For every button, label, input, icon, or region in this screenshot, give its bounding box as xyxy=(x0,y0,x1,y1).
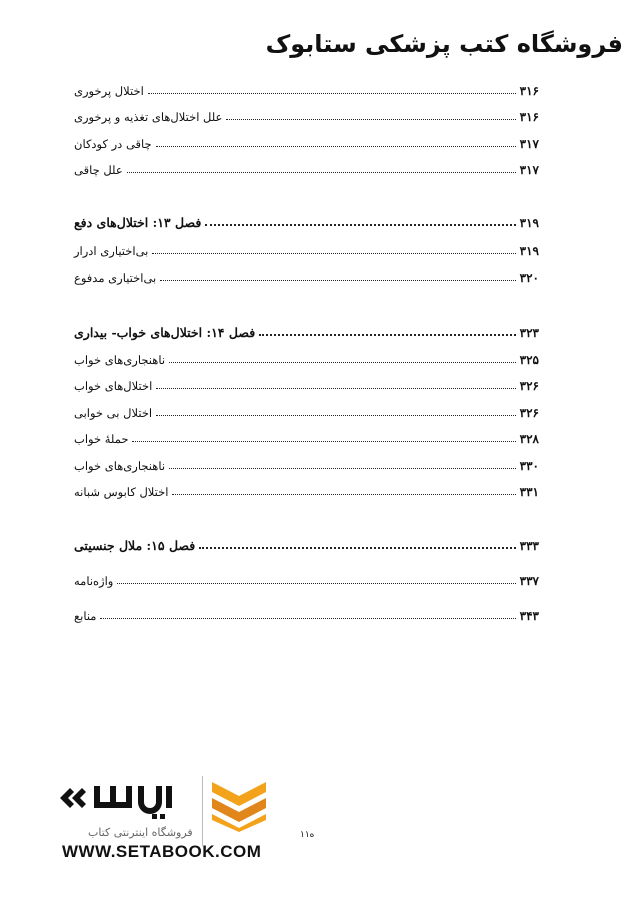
toc-entry-page: ۳۳۳ xyxy=(519,539,539,553)
toc-section-row[interactable] xyxy=(74,479,539,499)
toc-entry-page: ۳۱۹ xyxy=(519,244,539,258)
toc-chapter-row[interactable] xyxy=(74,533,539,553)
toc-leader-dots xyxy=(205,224,515,226)
toc-section-row[interactable] xyxy=(74,78,539,98)
toc-entry-label: اختلال کابوس شبانه xyxy=(74,485,169,499)
toc-entry-page: ۳۲۶ xyxy=(519,379,539,393)
toc-entry-page: ۳۲۵ xyxy=(519,353,539,367)
toc-leader-dots xyxy=(169,468,516,469)
toc-entry-label: فصل ۱۴: اختلال‌های خواب- بیداری xyxy=(74,325,256,340)
toc-chapter-row[interactable] xyxy=(74,320,539,340)
page-title: فروشگاه کتب پزشکی ستابوک xyxy=(265,30,623,58)
toc-leader-dots xyxy=(259,334,515,336)
toc-entry-label: بی‌اختیاری ادرار xyxy=(74,244,149,258)
toc-section-row[interactable] xyxy=(74,347,539,367)
setabook-logo-icon xyxy=(52,776,192,826)
toc-entry-page: ۳۴۳ xyxy=(519,609,539,623)
toc-entry-label: علل چاقی xyxy=(74,163,123,177)
toc-entry-label: چاقی در کودکان xyxy=(74,137,152,151)
brand-url: WWW.SETABOOK.COM xyxy=(62,842,262,861)
brand-subtitle: فروشگاه اینترنتی کتاب xyxy=(88,826,193,839)
toc-section-row[interactable] xyxy=(74,104,539,124)
toc-entry-label: اختلال پرخوری xyxy=(74,84,144,98)
toc-entry-label: اختلال‌های خواب xyxy=(74,379,153,393)
toc-entry-label: اختلال بی خوابی xyxy=(74,406,153,420)
toc-section-row[interactable] xyxy=(74,400,539,420)
toc-entry-label: فصل ۱۵: ملال جنسیتی xyxy=(74,538,196,553)
toc-entry-label: بی‌اختیاری مدفوع xyxy=(74,271,157,285)
toc-leader-dots xyxy=(100,618,515,619)
book-chevron-icon xyxy=(208,778,270,832)
toc-leader-dots xyxy=(160,280,515,281)
toc-entry-label: واژه‌نامه xyxy=(74,574,114,588)
toc-leader-dots xyxy=(148,93,516,94)
toc-entry-label: منابع xyxy=(74,609,97,623)
toc-section-row[interactable] xyxy=(74,238,539,258)
toc-section-row[interactable] xyxy=(74,453,539,473)
toc-section-row[interactable] xyxy=(74,373,539,393)
page-number: ه۱۱ xyxy=(300,830,315,840)
toc-entry-label: ناهنجاری‌های خواب xyxy=(74,353,166,367)
toc-entry-page: ۳۱۷ xyxy=(519,137,539,151)
toc-entry-label: فصل ۱۳: اختلال‌های دفع xyxy=(74,215,202,230)
toc-leader-dots xyxy=(169,362,516,363)
toc-entry-page: ۳۱۶ xyxy=(519,110,539,124)
toc-section-row[interactable] xyxy=(74,265,539,285)
toc-entry-page: ۳۲۶ xyxy=(519,406,539,420)
toc-leader-dots xyxy=(172,494,515,495)
toc-entry-page: ۳۳۷ xyxy=(519,574,539,588)
toc-leader-dots xyxy=(156,146,516,147)
toc-section-row[interactable] xyxy=(74,426,539,446)
toc-entry-page: ۳۲۰ xyxy=(519,271,539,285)
brand-block xyxy=(52,770,272,890)
toc-leader-dots xyxy=(156,415,516,416)
toc-entry-label: علل اختلال‌های تغذیه و پرخوری xyxy=(74,110,223,124)
toc-entry-page: ۳۳۰ xyxy=(519,459,539,473)
toc-section-row[interactable] xyxy=(74,131,539,151)
toc-section-row[interactable] xyxy=(74,603,539,623)
toc-leader-dots xyxy=(152,253,515,254)
toc-entry-page: ۳۱۷ xyxy=(519,163,539,177)
toc-entry-label: حملهٔ خواب xyxy=(74,432,129,446)
toc-entry-page: ۳۳۱ xyxy=(519,485,539,499)
toc-entry-label: ناهنجاری‌های خواب xyxy=(74,459,166,473)
toc-entry-page: ۳۲۸ xyxy=(519,432,539,446)
toc-leader-dots xyxy=(199,547,515,549)
toc-entry-page: ۳۱۶ xyxy=(519,84,539,98)
toc-chapter-row[interactable] xyxy=(74,210,539,230)
toc-entry-page: ۳۱۹ xyxy=(519,216,539,230)
toc-leader-dots xyxy=(156,388,515,389)
toc-section-row[interactable] xyxy=(74,568,539,588)
toc-section-row[interactable] xyxy=(74,157,539,177)
brand-divider xyxy=(202,776,203,846)
toc-leader-dots xyxy=(117,583,515,584)
toc-leader-dots xyxy=(132,441,515,442)
toc-entry-page: ۳۲۳ xyxy=(519,326,539,340)
toc-leader-dots xyxy=(226,119,515,120)
toc-leader-dots xyxy=(127,172,516,173)
